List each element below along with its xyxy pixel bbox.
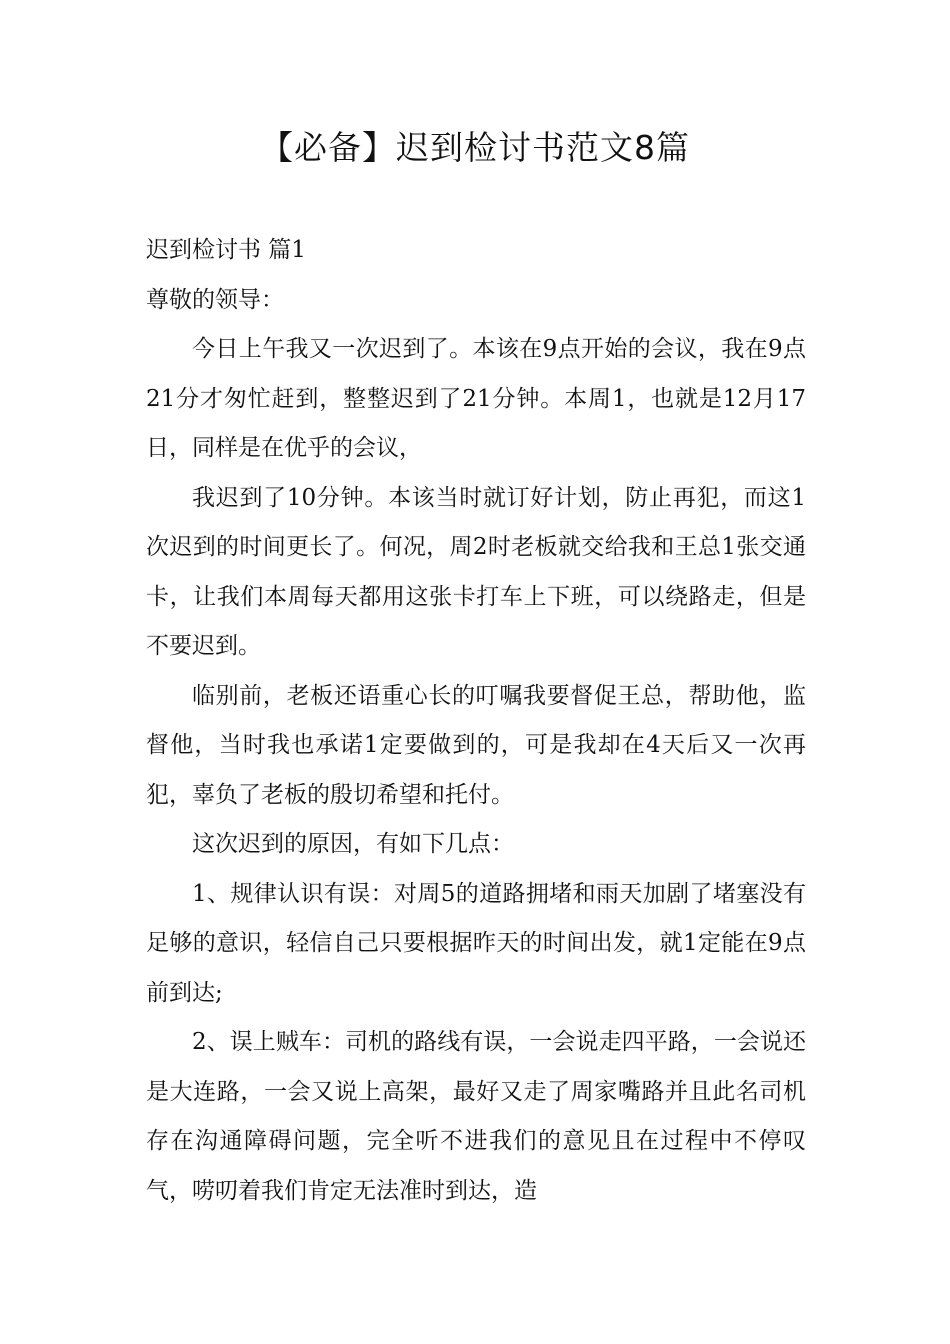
paragraph: 这次迟到的原因，有如下几点：: [192, 831, 514, 857]
salutation: 尊敬的领导：: [146, 286, 284, 313]
paragraph: 今日上午我又一次迟到了。本该在9点开始的会议，我在9点21分才匆忙赶到，整整迟到了21分钟。本周1，也就是12月17日，同样是在优乎的会议，: [146, 336, 806, 461]
paragraph: 2、误上贼车：司机的路线有误，一会说走四平路，一会说还是大连路，一会又说上高架，最好又走了周家嘴路并且此名司机存在沟通障碍问题，完全听不进我们的意见且在过程中不停叹气，唠叨着我们肯定无法准时到达，造: [146, 1029, 806, 1204]
section-heading: 迟到检讨书 篇1: [146, 237, 306, 263]
paragraph: 我迟到了10分钟。本该当时就订好计划，防止再犯，而这1次迟到的时间更长了。何况，周2时老板就交给我和王总1张交通卡，让我们本周每天都用这张卡打车上下班，可以绕路走，但是不要迟到。: [146, 484, 806, 659]
document-title: 【必备】迟到检讨书范文8篇: [260, 128, 690, 167]
paragraph: 临别前，老板还语重心长的叮嘱我要督促王总，帮助他，监督他，当时我也承诺1定要做到的，可是我却在4天后又一次再犯，辜负了老板的殷切希望和托付。: [146, 682, 806, 808]
paragraph: 1、规律认识有误：对周5的道路拥堵和雨天加剧了堵塞没有足够的意识，轻信自己只要根据昨天的时间出发，就1定能在9点前到达;: [146, 880, 806, 1006]
document-body: [146, 226, 806, 1216]
